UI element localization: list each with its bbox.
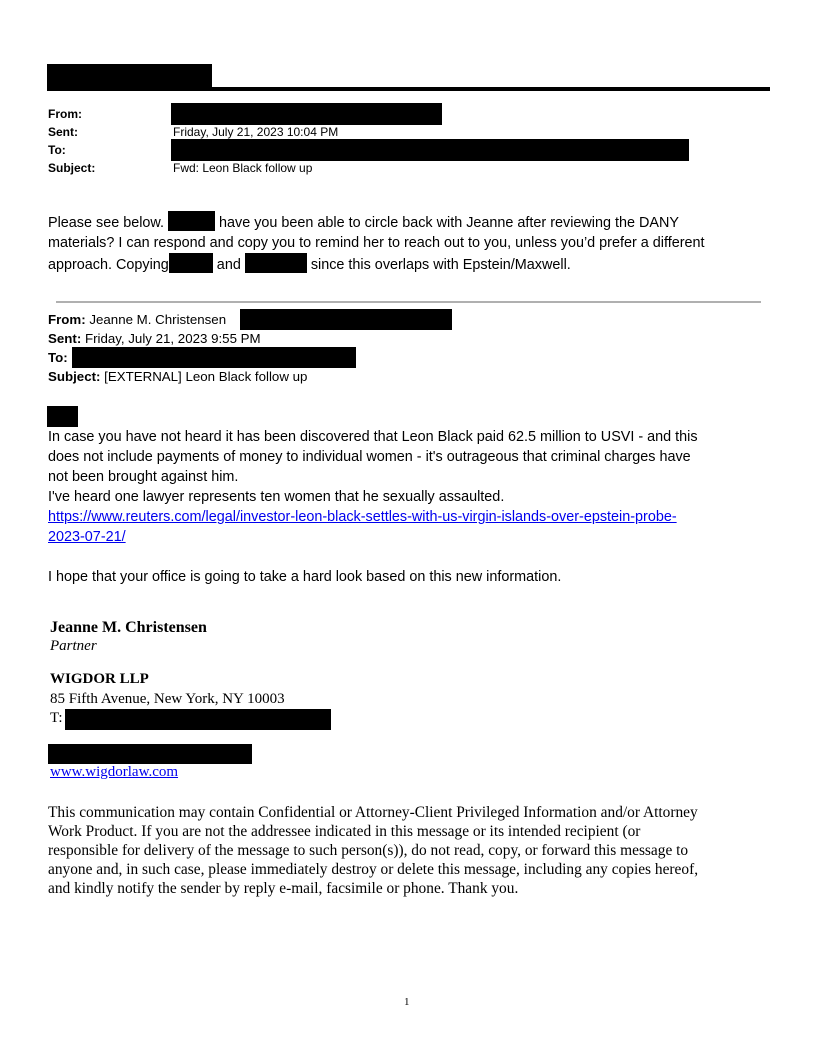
fwd-body-line-3: not been brought against him. xyxy=(48,469,239,485)
disclaimer xyxy=(48,803,778,898)
redacted-to-value xyxy=(171,139,689,161)
disclaimer-line-1: This communication may contain Confidential or Attorney-Client Privileged Information and/or Attorney xyxy=(48,804,698,821)
signature-address: 85 Fifth Avenue, New York, NY 10003 xyxy=(50,691,285,707)
message-line-3: approach. Copying and since this overlaps with Epstein/Maxwell. xyxy=(48,253,778,275)
fwd-to-line: To: xyxy=(48,350,68,365)
disclaimer-line-4: anyone and, in such case, please immediately destroy or delete this message, including any copies hereof, xyxy=(48,861,699,878)
fwd-subject-line: Subject: [EXTERNAL] Leon Black follow up xyxy=(48,369,308,384)
sent-label: Sent: xyxy=(48,125,78,139)
subject-value: Fwd: Leon Black follow up xyxy=(173,161,313,175)
reuters-link-line-1[interactable]: https://www.reuters.com/legal/investor-leon-black-settles-with-us-virgin-islands-over-epstein-probe- xyxy=(48,509,677,525)
sent-value: Friday, July 21, 2023 10:04 PM xyxy=(173,125,339,139)
message-line-1: Please see below. have you been able to circle back with Jeanne after reviewing the DANY xyxy=(48,211,778,233)
disclaimer-line-3: responsible for delivery of the message to such person(s)), do not read, copy, or forward this message to xyxy=(48,842,689,859)
signature-firm: WIGDOR LLP xyxy=(50,671,149,687)
to-label: To: xyxy=(48,143,66,157)
reuters-link[interactable] xyxy=(48,507,778,547)
fwd-sent-line: Sent: Friday, July 21, 2023 9:55 PM xyxy=(48,331,261,346)
message-line-2: materials? I can respond and copy you to remind her to reach out to you, unless you’d prefer a different xyxy=(48,235,705,251)
redacted-fwd-from-email xyxy=(240,309,452,330)
fwd-body-closing: I hope that your office is going to take a hard look based on this new information. xyxy=(48,569,562,585)
fwd-from-line: From: Jeanne M. Christensen xyxy=(48,312,227,327)
fwd-body-line-1: In case you have not heard it has been discovered that Leon Black paid 62.5 million to USVI - and this xyxy=(48,429,698,445)
signature-name: Jeanne M. Christensen xyxy=(50,619,207,636)
page-number: 1 xyxy=(404,996,410,1008)
disclaimer-line-5: and kindly notify the sender by reply e-mail, facsimile or phone. Thank you. xyxy=(48,880,519,897)
website-link[interactable]: www.wigdorlaw.com xyxy=(50,764,179,780)
reuters-link-line-2[interactable]: 2023-07-21/ xyxy=(48,529,126,545)
disclaimer-line-2: Work Product. If you are not the addressee indicated in this message or its intended recipient (or xyxy=(48,823,641,840)
fwd-body-line-2: does not include payments of money to individual women - it's outrageous that criminal charges have xyxy=(48,449,691,465)
redacted-email xyxy=(48,744,252,764)
fwd-body-line-4: I've heard one lawyer represents ten women that he sexually assaulted. xyxy=(48,489,505,505)
redacted-cc-name-1 xyxy=(169,253,213,273)
message-body xyxy=(48,211,778,275)
fwd-body xyxy=(48,427,778,587)
redacted-phone xyxy=(65,709,331,730)
signature-phone-label: T: xyxy=(50,710,63,726)
header-rule xyxy=(47,87,770,91)
redacted-sender-name-block xyxy=(47,64,212,89)
redacted-fwd-to-value xyxy=(72,347,356,368)
redacted-salutation xyxy=(47,406,78,427)
subject-label: Subject: xyxy=(48,161,96,175)
redacted-cc-name-2 xyxy=(245,253,307,273)
signature-title: Partner xyxy=(50,638,97,654)
redacted-from-value xyxy=(171,103,442,125)
forward-separator xyxy=(56,301,761,303)
from-label: From: xyxy=(48,107,82,121)
redacted-recipient-name xyxy=(168,211,215,231)
